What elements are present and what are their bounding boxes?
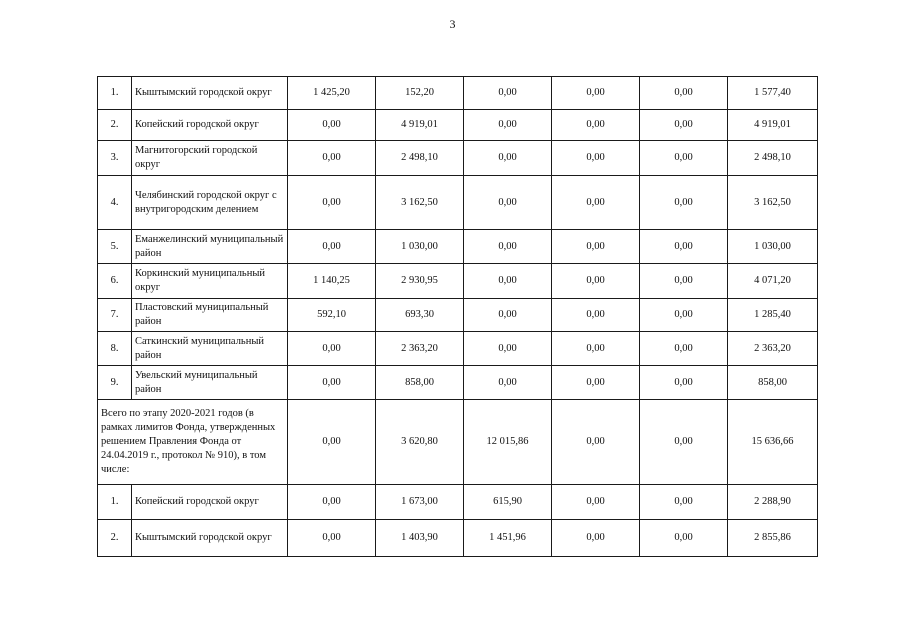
row-index: 2.: [98, 110, 132, 141]
municipality-name: Пластовский муниципальный район: [132, 299, 288, 332]
value-cell: 1 673,00: [376, 485, 464, 520]
value-cell: 152,20: [376, 77, 464, 110]
value-cell: 0,00: [552, 332, 640, 366]
table-row: [98, 520, 818, 557]
value-cell: 0,00: [288, 332, 376, 366]
value-cell: 0,00: [640, 141, 728, 176]
value-cell: 0,00: [640, 485, 728, 520]
value-cell: 3 162,50: [728, 176, 818, 230]
value-cell: 3 620,80: [376, 400, 464, 485]
value-cell: 0,00: [640, 299, 728, 332]
value-cell: 0,00: [552, 400, 640, 485]
budget-table: [97, 76, 818, 557]
row-index: 5.: [98, 230, 132, 264]
value-cell: 0,00: [552, 176, 640, 230]
value-cell: 0,00: [464, 77, 552, 110]
table-row: [98, 264, 818, 299]
value-cell: 0,00: [464, 110, 552, 141]
value-cell: 1 425,20: [288, 77, 376, 110]
value-cell: 1 403,90: [376, 520, 464, 557]
value-cell: 0,00: [640, 230, 728, 264]
value-cell: 2 363,20: [376, 332, 464, 366]
value-cell: 0,00: [288, 110, 376, 141]
municipality-name: Магнитогорский городской округ: [132, 141, 288, 176]
table-row: [98, 176, 818, 230]
table-row: [98, 485, 818, 520]
value-cell: 0,00: [640, 400, 728, 485]
value-cell: 858,00: [376, 366, 464, 400]
value-cell: 15 636,66: [728, 400, 818, 485]
value-cell: 615,90: [464, 485, 552, 520]
municipality-name: Челябинский городской округ с внутригородским делением: [132, 176, 288, 230]
page-number: 3: [449, 17, 456, 31]
row-index: 6.: [98, 264, 132, 299]
value-cell: 0,00: [464, 141, 552, 176]
value-cell: 0,00: [552, 485, 640, 520]
value-cell: 0,00: [288, 230, 376, 264]
value-cell: 0,00: [552, 366, 640, 400]
municipality-name: Коркинский муниципальный округ: [132, 264, 288, 299]
value-cell: 2 498,10: [728, 141, 818, 176]
row-index: 7.: [98, 299, 132, 332]
value-cell: 0,00: [464, 299, 552, 332]
value-cell: 0,00: [288, 141, 376, 176]
table-row: [98, 141, 818, 176]
value-cell: 0,00: [640, 110, 728, 141]
value-cell: 0,00: [640, 77, 728, 110]
value-cell: 0,00: [288, 400, 376, 485]
municipality-name: Еманжелинский муниципальный район: [132, 230, 288, 264]
value-cell: 3 162,50: [376, 176, 464, 230]
row-index: 1.: [98, 77, 132, 110]
value-cell: 0,00: [640, 366, 728, 400]
value-cell: 858,00: [728, 366, 818, 400]
value-cell: 0,00: [464, 230, 552, 264]
value-cell: 0,00: [640, 176, 728, 230]
value-cell: 12 015,86: [464, 400, 552, 485]
value-cell: 2 930,95: [376, 264, 464, 299]
value-cell: 693,30: [376, 299, 464, 332]
value-cell: 0,00: [552, 230, 640, 264]
value-cell: 0,00: [640, 264, 728, 299]
municipality-name: Увельский муниципальный район: [132, 366, 288, 400]
value-cell: 0,00: [288, 520, 376, 557]
row-index: 4.: [98, 176, 132, 230]
value-cell: 0,00: [288, 366, 376, 400]
table-row: [98, 77, 818, 110]
row-index: 1.: [98, 485, 132, 520]
municipality-name: Кыштымский городской округ: [132, 77, 288, 110]
value-cell: 1 140,25: [288, 264, 376, 299]
value-cell: 0,00: [552, 299, 640, 332]
value-cell: 4 071,20: [728, 264, 818, 299]
value-cell: 2 363,20: [728, 332, 818, 366]
value-cell: 1 030,00: [376, 230, 464, 264]
value-cell: 0,00: [552, 141, 640, 176]
row-index: 8.: [98, 332, 132, 366]
value-cell: 592,10: [288, 299, 376, 332]
value-cell: 1 577,40: [728, 77, 818, 110]
value-cell: 1 030,00: [728, 230, 818, 264]
value-cell: 0,00: [464, 264, 552, 299]
municipality-name: Копейский городской округ: [132, 110, 288, 141]
value-cell: 0,00: [552, 77, 640, 110]
value-cell: 0,00: [464, 332, 552, 366]
value-cell: 0,00: [464, 366, 552, 400]
value-cell: 4 919,01: [376, 110, 464, 141]
value-cell: 0,00: [640, 520, 728, 557]
value-cell: 0,00: [552, 110, 640, 141]
row-index: 9.: [98, 366, 132, 400]
value-cell: 0,00: [288, 485, 376, 520]
value-cell: 2 288,90: [728, 485, 818, 520]
row-index: 2.: [98, 520, 132, 557]
municipality-name: Саткинский муниципальный район: [132, 332, 288, 366]
value-cell: 2 855,86: [728, 520, 818, 557]
table-row-total: [98, 400, 818, 485]
value-cell: 0,00: [288, 176, 376, 230]
total-label: Всего по этапу 2020-2021 годов (в рамках лимитов Фонда, утвержденных решением Правления Фонда от 24.04.2019 г., протокол № 910), в том числе:: [98, 400, 288, 485]
value-cell: 1 285,40: [728, 299, 818, 332]
table-row: [98, 299, 818, 332]
row-index: 3.: [98, 141, 132, 176]
table-body: [98, 77, 818, 557]
value-cell: 0,00: [552, 520, 640, 557]
value-cell: 1 451,96: [464, 520, 552, 557]
table-row: [98, 332, 818, 366]
table-row: [98, 110, 818, 141]
value-cell: 0,00: [640, 332, 728, 366]
municipality-name: Копейский городской округ: [132, 485, 288, 520]
table-row: [98, 230, 818, 264]
value-cell: 2 498,10: [376, 141, 464, 176]
value-cell: 0,00: [552, 264, 640, 299]
table-row: [98, 366, 818, 400]
municipality-name: Кыштымский городской округ: [132, 520, 288, 557]
value-cell: 0,00: [464, 176, 552, 230]
value-cell: 4 919,01: [728, 110, 818, 141]
